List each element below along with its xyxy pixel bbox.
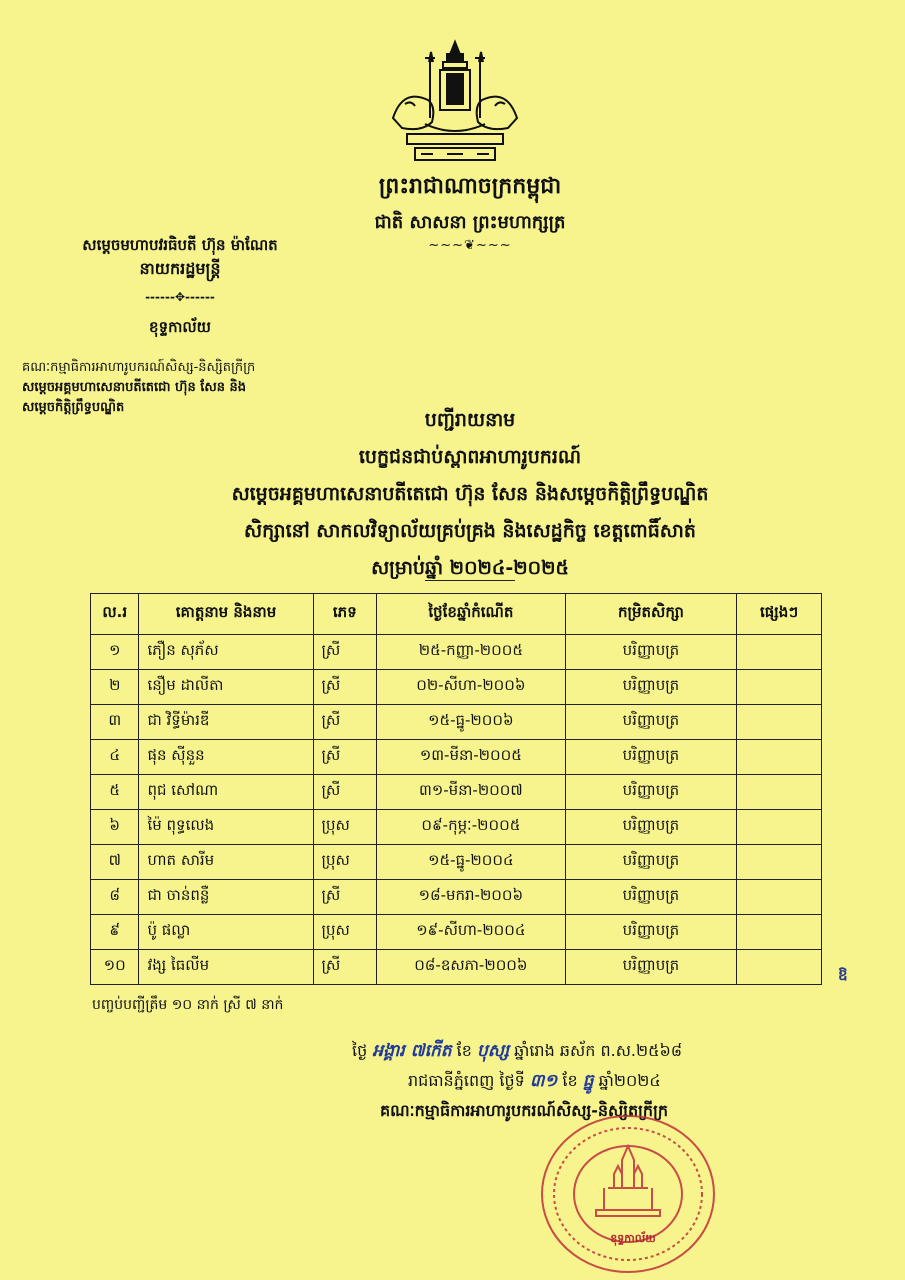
document-title-3: សម្តេចអគ្គមហាសេនាបតីតេជោ ហ៊ុន សែន និងសម្តេចកិត្តិព្រឹទ្ធបណ្ឌិត xyxy=(231,483,709,505)
left-divider-ornament: ------✥------ xyxy=(145,290,215,304)
prime-minister-name: សម្តេចមហាបវរធិបតី ហ៊ុន ម៉ាណែត xyxy=(82,236,278,254)
study-level: បរិញ្ញាបត្រ xyxy=(565,915,737,950)
document-title-2: បេក្ខជនជាប់ស្ពាពអាហារូបករណ៍ xyxy=(358,446,582,468)
lunar-date-handwritten-day: អង្គារ ៧កើត xyxy=(372,1041,452,1061)
title-underline xyxy=(425,580,515,581)
row-number: ៤ xyxy=(91,740,139,775)
solar-date-handwritten-month: ធ្នូ xyxy=(582,1071,594,1091)
student-sex: ប្រុស xyxy=(313,915,377,950)
row-remark xyxy=(737,880,822,915)
lunar-date-handwritten-month: បុស្ស xyxy=(476,1041,510,1061)
student-sex: ប្រុស xyxy=(313,845,377,880)
row-remark xyxy=(737,915,822,950)
student-sex: ស្រី xyxy=(313,775,377,810)
header-dob: ថ្ងៃខែឆ្នាំកំណើត xyxy=(377,594,566,635)
cabinet-label: ខុទ្ទកាល័យ xyxy=(149,318,211,336)
student-sex: ស្រី xyxy=(313,950,377,985)
row-number: ៨ xyxy=(91,880,139,915)
header-sex: ភេទ xyxy=(313,594,377,635)
row-remark xyxy=(737,810,822,845)
student-name: ពុជ សៅណា xyxy=(139,775,313,810)
row-number: ៣ xyxy=(91,705,139,740)
royal-emblem-icon xyxy=(385,38,525,166)
header-number: ល.រ xyxy=(91,594,139,635)
study-level: បរិញ្ញាបត្រ xyxy=(565,880,737,915)
document-title-5: សម្រាប់ឆ្នាំ ២០២៤-២០២៥ xyxy=(371,557,569,579)
student-name: នឿម ដាលីតា xyxy=(139,670,313,705)
row-remark xyxy=(737,635,822,670)
student-dob: ០២-សីហា-២០០៦ xyxy=(377,670,566,705)
national-motto: ជាតិ សាសនា ព្រះមហាក្សត្រ xyxy=(374,212,566,233)
row-number: ២ xyxy=(91,670,139,705)
study-level: បរិញ្ញាបត្រ xyxy=(565,670,737,705)
table-row xyxy=(91,705,822,740)
prime-minister-title: នាយករដ្ឋមន្ត្រី xyxy=(139,259,221,278)
study-level: បរិញ្ញាបត្រ xyxy=(565,810,737,845)
solar-date-month-label: ខែ xyxy=(562,1071,578,1090)
student-name: ជា វិទ្ធីម៉ារឌី xyxy=(139,705,313,740)
student-name: ផុន ស៊ីនួន xyxy=(139,740,313,775)
student-sex: ស្រី xyxy=(313,635,377,670)
table-row xyxy=(91,775,822,810)
page-mark: ឱ xyxy=(838,966,848,984)
student-sex: ស្រី xyxy=(313,670,377,705)
student-dob: ១៨-មករា-២០០៦ xyxy=(377,880,566,915)
student-name: ប៉ូ ផល្លា xyxy=(139,915,313,950)
solar-date-line xyxy=(408,1070,661,1095)
student-name: ភឿន សុភ័ស xyxy=(139,635,313,670)
table-row xyxy=(91,950,822,985)
committee-line-2: សម្តេចអគ្គមហាសេនាបតីតេជោ ហ៊ុន សែន និង xyxy=(22,380,247,395)
issuing-committee: គណៈកម្មាធិការអាហារូបករណ៍សិស្ស-និស្សិតក្រីក្រ xyxy=(380,1101,669,1120)
committee-line-1: គណៈកម្មាធិការអាហារូបករណ៍សិស្ស-និស្សិតក្រីក្រ xyxy=(22,360,256,375)
header-other: ផ្សេងៗ xyxy=(737,594,822,635)
student-sex: ស្រី xyxy=(313,705,377,740)
student-dob: ១៩-សីហា-២០០៤ xyxy=(377,915,566,950)
lunar-date-line xyxy=(352,1040,682,1065)
lunar-date-prefix: ថ្ងៃ xyxy=(352,1041,368,1060)
table-row xyxy=(91,740,822,775)
seal-caption: ខុទ្ទកាល័យ xyxy=(610,1232,656,1245)
document-title-4: សិក្សានៅ សាកលវិទ្យាល័យគ្រប់គ្រង និងសេដ្ឋកិច្ច ខេត្តពោធិ៍សាត់ xyxy=(244,520,696,542)
header-level: កម្រិតសិក្សា xyxy=(565,594,737,635)
table-row xyxy=(91,880,822,915)
study-level: បរិញ្ញាបត្រ xyxy=(565,775,737,810)
study-level: បរិញ្ញាបត្រ xyxy=(565,950,737,985)
study-level: បរិញ្ញាបត្រ xyxy=(565,635,737,670)
scholarship-roster-table xyxy=(90,593,822,985)
student-name: វង្ស ធៃលីម xyxy=(139,950,313,985)
motto-ornament: ~~~❦~~~ xyxy=(428,238,512,253)
row-remark xyxy=(737,950,822,985)
row-number: ៦ xyxy=(91,810,139,845)
table-row xyxy=(91,810,822,845)
study-level: បរិញ្ញាបត្រ xyxy=(565,740,737,775)
student-dob: ០៩-កុម្ភៈ-២០០៥ xyxy=(377,810,566,845)
solar-date-handwritten-day: ៣១ xyxy=(529,1071,558,1091)
row-number: ១០ xyxy=(91,950,139,985)
document-title-block xyxy=(100,402,840,587)
table-row xyxy=(91,915,822,950)
table-row xyxy=(91,635,822,670)
table-row xyxy=(91,845,822,880)
row-remark xyxy=(737,705,822,740)
row-number: ៩ xyxy=(91,915,139,950)
header-name: គោត្តនាម និងនាម xyxy=(139,594,313,635)
list-summary: បញ្ចប់បញ្ជីត្រឹម ១០ នាក់ ស្រី ៧ នាក់ xyxy=(92,997,284,1013)
row-remark xyxy=(737,670,822,705)
study-level: បរិញ្ញាបត្រ xyxy=(565,845,737,880)
row-remark xyxy=(737,775,822,810)
student-dob: ១៥-ធ្នូ-២០០៦ xyxy=(377,705,566,740)
lunar-date-suffix: ឆ្នាំរោង ឆស័ក ព.ស.២៥៦៨ xyxy=(514,1041,683,1060)
student-dob: ០៨-ឧសភា-២០០៦ xyxy=(377,950,566,985)
row-remark xyxy=(737,845,822,880)
table-header-row xyxy=(91,594,822,635)
student-sex: ស្រី xyxy=(313,880,377,915)
student-dob: ១៥-ធ្នូ-២០០៤ xyxy=(377,845,566,880)
row-number: ៧ xyxy=(91,845,139,880)
lunar-date-month-label: ខែ xyxy=(456,1041,472,1060)
solar-date-suffix: ឆ្នាំ២០២៤ xyxy=(598,1071,661,1090)
study-level: បរិញ្ញាបត្រ xyxy=(565,705,737,740)
student-name: ហាត សារីម xyxy=(139,845,313,880)
row-number: ៥ xyxy=(91,775,139,810)
student-name: ម៉ៃ ពុទ្ធលេង xyxy=(139,810,313,845)
document-title-1: បញ្ជីរាយនាម xyxy=(424,409,516,431)
student-sex: ស្រី xyxy=(313,740,377,775)
student-dob: ២៥-កញ្ញា-២០០៥ xyxy=(377,635,566,670)
solar-date-prefix: រាជធានីភ្នំពេញ ថ្ងៃទី xyxy=(408,1071,525,1090)
kingdom-heading: ព្រះរាជាណាចក្រកម្ពុជា xyxy=(378,174,562,199)
row-number: ១ xyxy=(91,635,139,670)
student-sex: ប្រុស xyxy=(313,810,377,845)
student-dob: ១៣-មីនា-២០០៥ xyxy=(377,740,566,775)
student-dob: ៣១-មីនា-២០០៧ xyxy=(377,775,566,810)
official-seal-icon xyxy=(538,1110,718,1275)
row-remark xyxy=(737,740,822,775)
table-row xyxy=(91,670,822,705)
committee-line-3: សម្តេចកិត្តិព្រឹទ្ធបណ្ឌិត xyxy=(22,400,125,415)
student-name: ជា ចាន់ពន្លឺ xyxy=(139,880,313,915)
